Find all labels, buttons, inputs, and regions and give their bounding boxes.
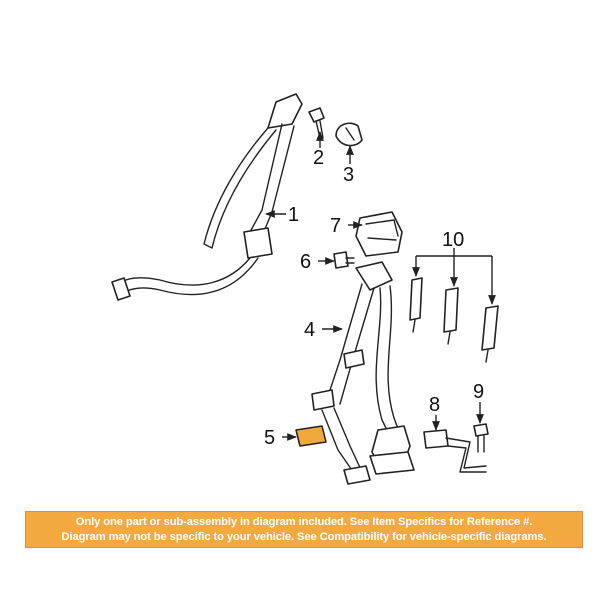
part-5-bracket (296, 426, 326, 446)
notice-line-1: Only one part or sub-assembly in diagram included. See Item Specifics for Reference #. (75, 515, 533, 528)
callout-5: 5 (264, 427, 276, 449)
notice-line-2: Diagram may not be specific to your vehicle. See Compatibility for vehicle-specific diagrams. (61, 530, 547, 543)
callout-10: 10 (442, 229, 465, 251)
part-4-seat-belt (312, 262, 414, 484)
callout-4: 4 (304, 319, 316, 341)
part-6-bolt (334, 252, 354, 268)
callout-8: 8 (429, 394, 441, 416)
part-9-bolt (474, 424, 488, 452)
callout-7: 7 (330, 215, 342, 237)
part-2-bolt (309, 108, 324, 138)
part-7-cover (356, 212, 402, 256)
callout-6: 6 (300, 251, 312, 273)
callout-1: 1 (288, 204, 300, 226)
part-3-cover (336, 123, 362, 145)
notice-banner (25, 511, 583, 548)
callout-9: 9 (473, 381, 485, 403)
part-10-buckles (410, 278, 498, 362)
part-1-seat-belt (112, 94, 302, 300)
callout-2: 2 (313, 147, 325, 169)
callout-3: 3 (343, 164, 355, 186)
